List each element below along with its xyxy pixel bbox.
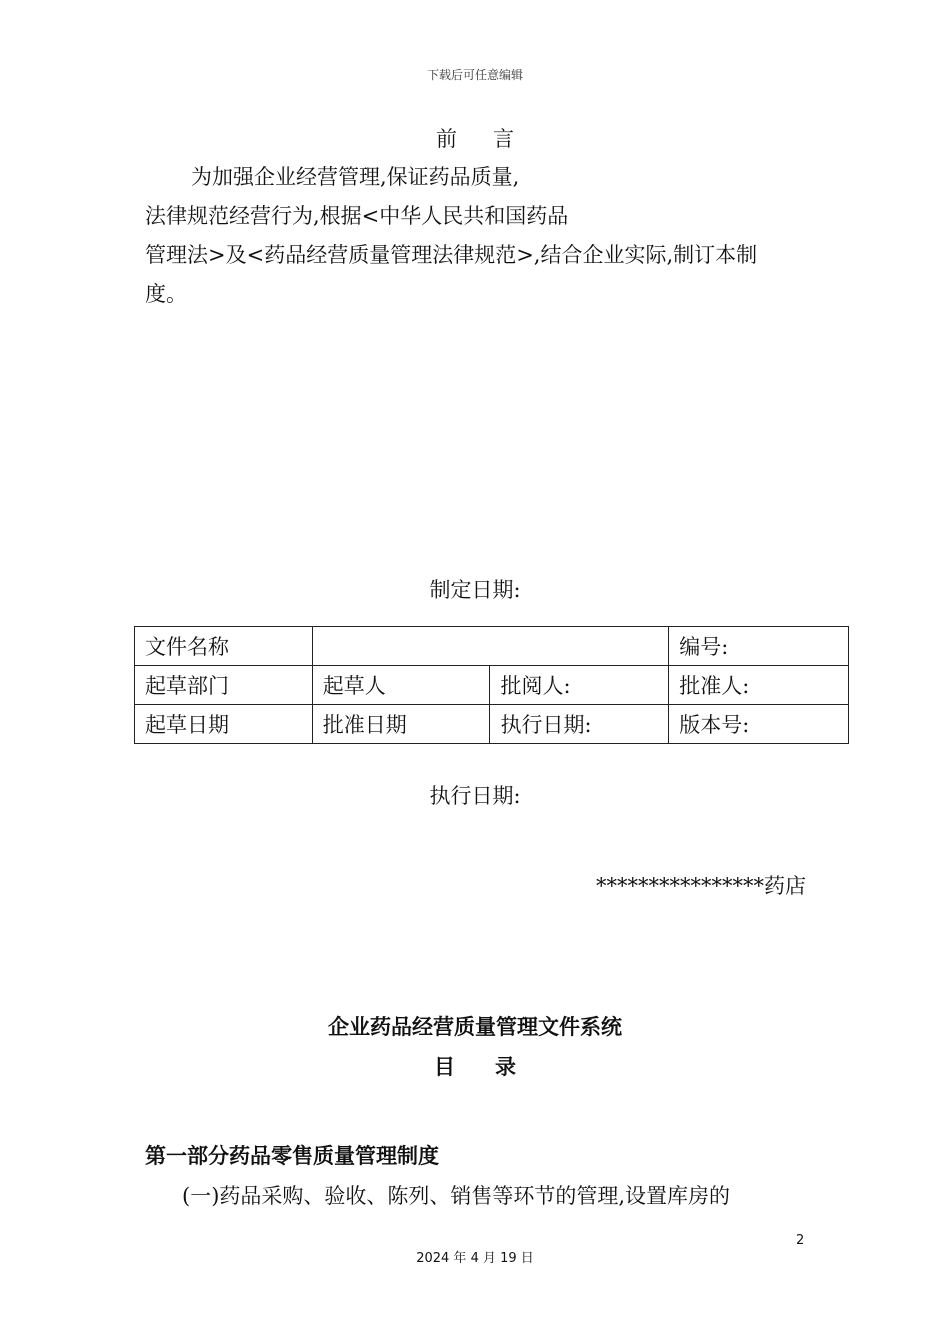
toc-title — [0, 1051, 950, 1081]
table-cell: 版本号: — [669, 705, 849, 744]
document-info-table — [134, 626, 849, 744]
section-heading: 第一部分药品零售质量管理制度 — [145, 1143, 439, 1168]
table-row — [135, 627, 849, 666]
shop-name: ****************药店 — [596, 874, 806, 898]
table-cell — [312, 627, 668, 666]
table-cell: 批准人: — [669, 666, 849, 705]
table-row — [135, 705, 849, 744]
established-date-label: 制定日期: — [429, 578, 521, 602]
footer-date: 2024 年 4 月 19 日 — [416, 1251, 534, 1266]
toc-title-right: 录 — [495, 1054, 516, 1079]
table-cell: 编号: — [669, 627, 849, 666]
table-cell: 起草部门 — [135, 666, 313, 705]
preface-title — [0, 123, 950, 153]
system-title: 企业药品经营质量管理文件系统 — [328, 1014, 622, 1039]
page-number: 2 — [796, 1233, 805, 1248]
preface-paragraph — [145, 158, 810, 314]
table-cell: 执行日期: — [490, 705, 669, 744]
table-cell: 起草日期 — [135, 705, 313, 744]
preface-line-1: 为加强企业经营管理,保证药品质量, — [191, 165, 520, 189]
table-cell: 批阅人: — [490, 666, 669, 705]
table-cell: 文件名称 — [135, 627, 313, 666]
header-note: 下载后可任意编辑 — [426, 68, 523, 82]
execution-date-label: 执行日期: — [429, 784, 521, 808]
section-item: (一)药品采购、验收、陈列、销售等环节的管理,设置库房的 — [182, 1184, 731, 1208]
preface-line-4: 度。 — [145, 282, 187, 306]
toc-title-left: 目 — [434, 1054, 455, 1079]
preface-title-left: 前 — [436, 127, 457, 151]
preface-line-2: 法律规范经营行为,根据<中华人民共和国药品 — [145, 204, 569, 228]
table-cell: 批准日期 — [312, 705, 490, 744]
table-row — [135, 666, 849, 705]
preface-title-right: 言 — [493, 127, 514, 151]
table-cell: 起草人 — [312, 666, 490, 705]
preface-line-3: 管理法>及<药品经营质量管理法律规范>,结合企业实际,制订本制 — [145, 243, 758, 267]
